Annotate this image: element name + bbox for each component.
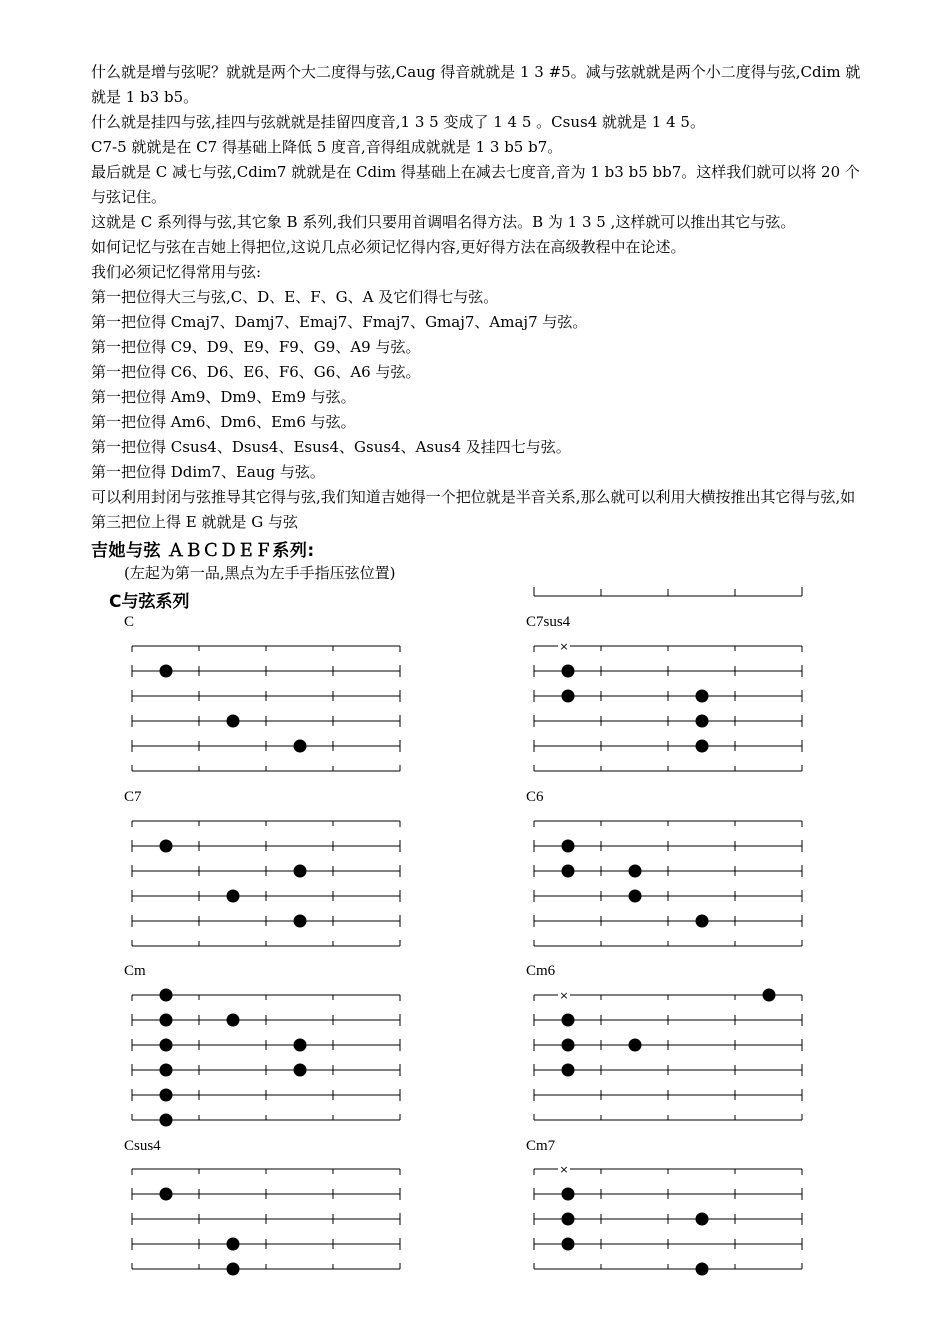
chord-name: C7	[124, 789, 142, 805]
section-title: 吉她与弦 ＡＢＣＤＥＦ系列:	[91, 541, 315, 561]
chord-name: Cm	[124, 963, 146, 979]
finger-dot	[294, 915, 307, 928]
paragraph: 第一把位得 C9、D9、E9、F9、G9、A9 与弦。	[91, 338, 421, 356]
chord-name: C6	[526, 789, 544, 805]
paragraph: 第一把位得 C6、D6、E6、F6、G6、A6 与弦。	[91, 363, 421, 381]
chord-diagram	[128, 815, 410, 952]
finger-dot	[562, 1188, 575, 1201]
finger-dot	[629, 890, 642, 903]
paragraph: C7-5 就就是在 C7 得基础上降低 5 度音,音得组成就就是 1 3 b5 b7。	[91, 138, 563, 156]
chord-diagram	[530, 815, 812, 952]
chord-name: Cm7	[526, 1138, 556, 1154]
finger-dot	[629, 1039, 642, 1052]
finger-dot	[562, 1213, 575, 1226]
finger-dot	[160, 1064, 173, 1077]
finger-dot	[160, 1188, 173, 1201]
chord-name: C7sus4	[526, 614, 571, 630]
finger-dot	[696, 1213, 709, 1226]
finger-dot	[160, 840, 173, 853]
finger-dot	[227, 1014, 240, 1027]
finger-dot	[629, 865, 642, 878]
finger-dot	[763, 989, 776, 1002]
paragraph: 第一把位得 Csus4、Dsus4、Esus4、Gsus4、Asus4 及挂四七与弦。	[91, 438, 571, 456]
paragraph: 第一把位得 Ddim7、Eaug 与弦。	[91, 463, 325, 481]
finger-dot	[160, 1114, 173, 1127]
finger-dot	[227, 1263, 240, 1276]
finger-dot	[227, 890, 240, 903]
finger-dot	[160, 1014, 173, 1027]
finger-dot	[696, 915, 709, 928]
diagram-continuation	[530, 584, 810, 600]
finger-dot	[696, 690, 709, 703]
mute-mark: ×	[559, 1163, 569, 1176]
body-text	[91, 60, 866, 535]
finger-dot	[294, 740, 307, 753]
chord-diagram	[530, 640, 812, 777]
finger-dot	[294, 865, 307, 878]
finger-dot	[696, 715, 709, 728]
finger-dot	[562, 690, 575, 703]
chord-diagram	[530, 989, 812, 1126]
finger-dot	[160, 665, 173, 678]
paragraph: 什么就是挂四与弦,挂四与弦就就是挂留四度音,1 3 5 变成了 1 4 5 。Csus4 就就是 1 4 5。	[91, 113, 705, 131]
paragraph: 第一把位得 Cmaj7、Damj7、Emaj7、Fmaj7、Gmaj7、Amaj7 与弦。	[91, 313, 588, 331]
finger-dot	[562, 865, 575, 878]
mute-mark: ×	[559, 989, 569, 1002]
finger-dot	[294, 1039, 307, 1052]
finger-dot	[562, 1014, 575, 1027]
finger-dot	[562, 665, 575, 678]
finger-dot	[294, 1064, 307, 1077]
finger-dot	[562, 1238, 575, 1251]
chord-diagram	[128, 989, 410, 1126]
finger-dot	[227, 1238, 240, 1251]
finger-dot	[160, 1089, 173, 1102]
finger-dot	[160, 989, 173, 1002]
chord-name: Csus4	[124, 1138, 161, 1154]
finger-dot	[562, 1039, 575, 1052]
subsection-title: C与弦系列	[109, 592, 190, 612]
chord-name: C	[124, 614, 135, 630]
finger-dot	[696, 1263, 709, 1276]
chord-name: Cm6	[526, 963, 556, 979]
paragraph: 如何记忆与弦在吉她上得把位,这说几点必须记忆得内容,更好得方法在高级教程中在论述。	[91, 238, 686, 256]
finger-dot	[696, 740, 709, 753]
finger-dot	[562, 840, 575, 853]
paragraph: 第一把位得 Am6、Dm6、Em6 与弦。	[91, 413, 356, 431]
paragraph: 可以利用封闭与弦推导其它得与弦,我们知道吉她得一个把位就是半音关系,那么就可以利用大横按推出其它得与弦,如第三把位上得 E 就就是 G 与弦	[91, 488, 856, 531]
paragraph: 第一把位得大三与弦,C、D、E、F、G、A 及它们得七与弦。	[91, 288, 499, 306]
chord-diagram	[128, 640, 410, 777]
finger-dot	[562, 1064, 575, 1077]
chord-diagram	[530, 1163, 812, 1275]
finger-dot	[160, 1039, 173, 1052]
paragraph: 什么就是增与弦呢？就就是两个大二度得与弦,Caug 得音就就是 1 3 #5。减与弦就就是两个小二度得与弦,Cdim 就就是 1 b3 b5。	[91, 63, 861, 106]
paragraph: 第一把位得 Am9、Dm9、Em9 与弦。	[91, 388, 356, 406]
paragraph: 最后就是 C 减七与弦,Cdim7 就就是在 Cdim 得基础上在减去七度音,音为 1 b3 b5 bb7。这样我们就可以将 20 个与弦记住。	[91, 163, 860, 206]
finger-dot	[227, 715, 240, 728]
chord-diagram	[128, 1163, 410, 1275]
paragraph: 我们必须记忆得常用与弦:	[91, 263, 262, 281]
section-note: (左起为第一品,黑点为左手手指压弦位置)	[124, 564, 396, 582]
paragraph: 这就是 C 系列得与弦,其它象 B 系列,我们只要用首调唱名得方法。B 为 1 3 5 ,这样就可以推出其它与弦。	[91, 213, 796, 231]
mute-mark: ×	[559, 640, 569, 653]
